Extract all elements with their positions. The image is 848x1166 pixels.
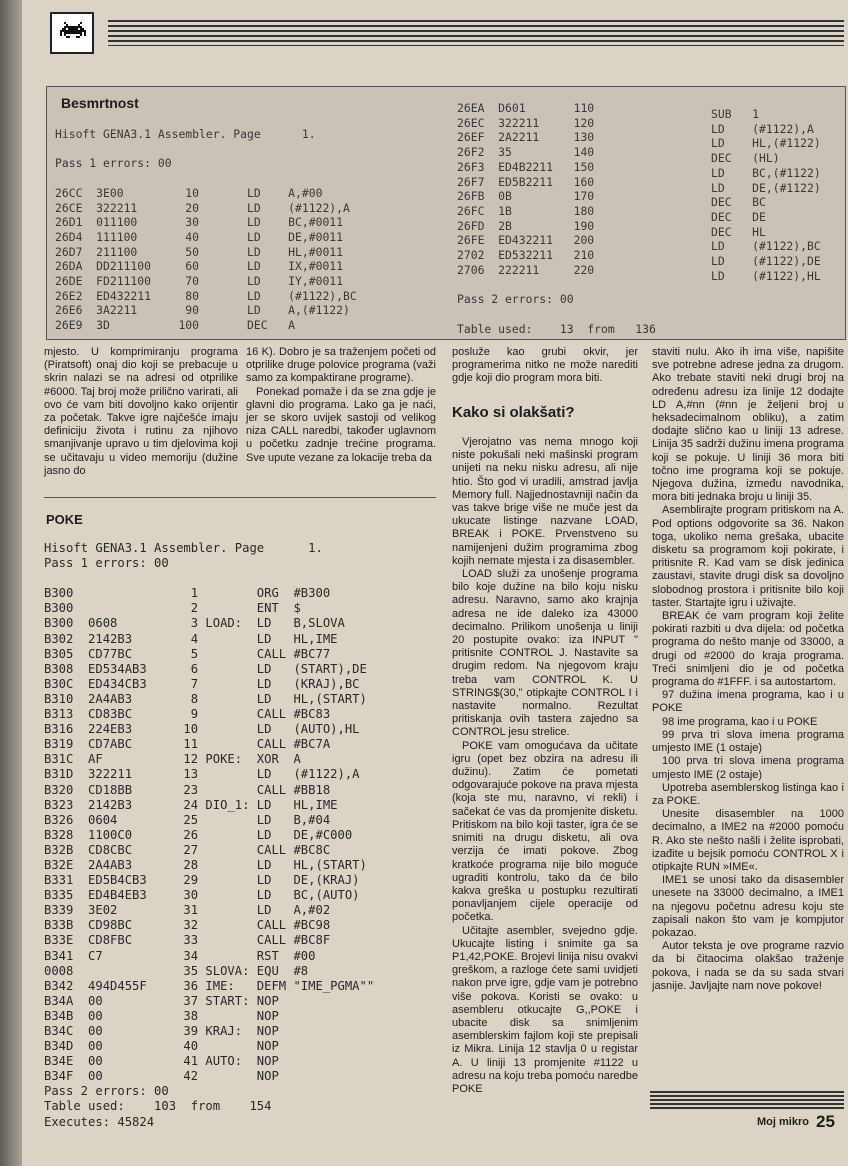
besmrtnost-listing-box (46, 86, 846, 340)
poke-title: POKE (46, 512, 83, 527)
column-4-text (652, 346, 844, 993)
paragraph: POKE vam omogućava da učitate igru (opet bez obzira na adresu ili dužinu). Zatim će pometati odgovarajuće pokove na prava mjesta (koja ste mu, naravno, vi rekli) i sačekat će vas da promjenite disketu. Pritiskom na bilo koji taster, igra će se snimiti na drugu disketu, ali ova verzija će imati pokove. Zbog kratkoće programa nije bilo moguće ugraditi kontrolu, tako da će bilo kakva greška u postupku rezultirati ponavljanjem cijele operacije od početka. (452, 739, 638, 924)
column-1-text (44, 346, 238, 478)
right-listing: 26EA D601 110 26EC 322211 120 26EF 2A2211 130 26F2 35 140 26F3 ED4B2211 150 26F7 ED5B2211 160 26FB 0B 170 26FC 1B 180 26FD 2B 190 26FE ED432211 200 2702 ED532211 210 2706 222211 220 Pass 2 errors: 00 Table used: 13 from 136 (457, 101, 656, 336)
box-title: Besmrtnost (61, 95, 139, 111)
paragraph: Unesite disasembler na 1000 decimalno, a IME2 na #2000 pomoću R. Ako ste nešto našli i želite isprobati, izađite u bejsik pomoću CONTROL X i otipkajte RUN »IME«. (652, 808, 844, 873)
paragraph: 99 prva tri slova imena programa umjesto IME (1 ostaje) (652, 728, 844, 755)
paragraph: mjesto. U komprimiranju programa (Piratsoft) onaj dio koji se prebacuje u skrin nalazi se na adresi od otprilike #6000. Taj broj može prilično varirati, ali ovo će vam biti dovoljno kako orijentir za početak. Takve igre najčešće imaju definiciju života i rutinu za njihovo smanjivanje upravo u tim djelovima koji se učitavaju u video memoriju (dužine jasno do (44, 346, 238, 477)
magazine-name: Moj mikro (757, 1116, 809, 1128)
paragraph: 97 dužina imena programa, kao i u POKE (652, 689, 844, 715)
header-rule-lines (108, 20, 844, 46)
paragraph: posluže kao grubi okvir, jer programerima nitko ne može narediti gdje koji dio program mora biti. (452, 346, 638, 385)
paragraph: Vjerojatno vas nema mnogo koji niste pokušali neki mašinski program unijeti na neku nisku adresu, ali nije htio. Što god vi uradili, amstrad javlja Memory full. Najjednostavniji način da vas takve brige više ne muče jest da ukucate listinge nazvane LOAD, BREAK i POKE. Prvenstveno su namijenjeni dužim programima zbog kojih nemate mjesta i za disasembler. (452, 436, 638, 567)
paragraph: Ponekad pomaže i da se zna gdje je glavni dio programa. Lako ga je naći, jer se skoro uvijek sastoji od velikog niza CALL naredbi, također uglavnom u početku zadnje trećine programa. Sve upute vezane za lokacije treba da (246, 385, 436, 464)
paragraph: Upotreba asemblerskog listinga kao i za POKE. (652, 781, 844, 807)
page-header (50, 12, 845, 54)
poke-listing: Hisoft GENA3.1 Assembler. Page 1. Pass 1 errors: 00 B300 1 ORG #B300 B300 2 ENT $ B300 0608 3 LOAD: LD B,SLOVA B302 2142B3 4 LD HL,IME B305 CD77BC 5 CALL #BC77 B308 ED534AB3 6 LD (START),DE B30C ED434CB3 7 LD (KRAJ),BC B310 2A4AB3 8 LD HL,(START) B313 CD83BC 9 CALL #BC83 B316 224EB3 10 LD (AUTO),HL B319 CD7ABC 11 CALL #BC7A B31C AF 12 POKE: XOR A B31D 322211 13 LD (#1122),A B320 CD18BB 23 CALL #BB18 B323 2142B3 24 DIO_1: LD HL,IME B326 0604 25 LD B,#04 B328 1100C0 26 LD DE,#C000 B32B CD8CBC 27 CALL #BC8C B32E 2A4AB3 28 LD HL,(START) B331 ED5B4CB3 29 LD DE,(KRAJ) B335 ED4B4EB3 30 LD BC,(AUTO) B339 3E02 31 LD A,#02 B33B CD98BC 32 CALL #BC98 B33E CD8FBC 33 CALL #BC8F B341 C7 34 RST #00 0008 35 SLOVA: EQU #8 B342 494D455F 36 IME: DEFM "IME_PGMA"" B34A 00 37 START: NOP B34B 00 38 NOP B34C 00 39 KRAJ: NOP B34D 00 40 NOP B34E 00 41 AUTO: NOP B34F 00 42 NOP Pass 2 errors: 00 Table used: 103 from 154 Executes: 45824 (44, 541, 375, 1129)
paragraph: Autor teksta je ove programe razvio da bi čitaocima olakšao traženje pokova, i nada se da su sada stvari jasnije. Javljajte nam nove pokove! (652, 940, 844, 992)
left-listing: Hisoft GENA3.1 Assembler. Page 1. Pass 1 errors: 00 26CC 3E00 10 LD A,#00 26CE 322211 20 LD (#1122),A 26D1 011100 30 LD BC,#0011 26D4 111100 40 LD DE,#0011 26D7 211100 50 LD HL,#0011 26DA DD211100 60 LD IX,#0011 26DE FD211100 70 LD IY,#0011 26E2 ED432211 80 LD (#1122),BC 26E6 3A2211 90 LD A,(#1122) 26E9 3D 100 DEC A (55, 127, 357, 333)
paragraph: 100 prva tri slova imena programa umjesto IME (2 ostaje) (652, 755, 844, 781)
right-ops-listing: SUB 1 LD (#1122),A LD HL,(#1122) DEC (HL) LD BC,(#1122) LD DE,(#1122) DEC BC DEC DE DEC HL LD (#1122),BC LD (#1122),DE LD (#1122),HL (711, 107, 821, 283)
paragraph: IME1 se unosi tako da disasembler unesete na 33000 decimalno, a IME1 na njegovu početnu adresu koju ste zapisali nakon što vam je kompjutor pokazao. (652, 874, 844, 939)
column-2-text (246, 346, 436, 465)
paragraph: staviti nulu. Ako ih ima više, napišite sve potrebne adrese jedna za drugom. Ako trebate staviti neki drugi broj na određenu adresu iza linije 12 dodajte LD A,#nn (#nn je željeni broj u heksadecimalnom obliku), a zatim dodajte slično kao u liniji 13 adrese. Linija 35 sadrži dužinu imena programa koji se pokuje. U liniji 36 mora biti točno ime programa koji se pokuje. Njegova dužina, između navodnika, mora biti jednaka broju u liniji 35. (652, 346, 844, 504)
column-3-text (452, 436, 638, 1096)
divider (44, 497, 436, 498)
page-number: 25 (816, 1112, 835, 1131)
footer-rule-lines (650, 1091, 844, 1109)
paragraph: Asemblirajte program pritiskom na A. Pod options odgovorite sa 36. Nakon toga, ukoliko nema grešaka, ubacite disketu sa programom koji pokirate, i pritisnite R. Kad vam se disk jedinica zaustavi, stavite drugi disk sa dovoljno slobodnog prostora i pritisnite bilo koji taster. Startajte igru i uživajte. (652, 504, 844, 609)
paragraph: Učitajte asembler, svejedno gdje. Ukucajte listing i snimite ga sa P1,42,POKE. Brojevi linija nisu ovakvi greškom, a razloge ćete sami uvidjeti nakon prve igre, gdje vam je potrebno više pokova. Koristi se ovako: u asembleru otkucajte G,,POKE i ubacite disk sa snimljenim asemblerskim fajlom koji ste prepisali iz Mikra. Linija 12 stavlja 0 u registar A. U liniji 13 promjenite #1122 u adresu na koju treba pomoću naredbe POKE (452, 924, 638, 1095)
paragraph: BREAK će vam program koji želite pokirati razbiti u dva dijela: od početka programa do nešto manje od 33000, a drugi od #2000 do kraja programa. Treći snimljeni dio je od početka programa do #1FFF. i sa autostartom. (652, 610, 844, 689)
column-3-intro (452, 346, 638, 386)
page-spine-shadow (0, 0, 22, 1166)
paragraph: LOAD služi za unošenje programa bilo koje dužine na bilo koju nisku adresu. Naravno, samo ako krajnja adresa ne ide daleko iza 43000 decimalno. Prilikom unošenja u liniji 20 postupite ovako: iza INPUT " pritisnite CONTROL J. Nastavite sa drugim redom. Na njegovom kraju treba vam CONTROL K. U STRING$(30," otipkajte CONTROL I i nastavite normalno. Rezultat pritiskanja ovih tastera zajedno sa CONTROL jesu strelice. (452, 568, 638, 739)
section-heading: Kako si olakšati? (452, 404, 575, 421)
paragraph: 16 K). Dobro je sa traženjem početi od otprilike druge polovice programa (važi samo za kompaktirane programe). (246, 346, 436, 385)
paragraph: 98 ime programa, kao i u POKE (662, 715, 818, 728)
space-invader-icon (50, 12, 94, 54)
